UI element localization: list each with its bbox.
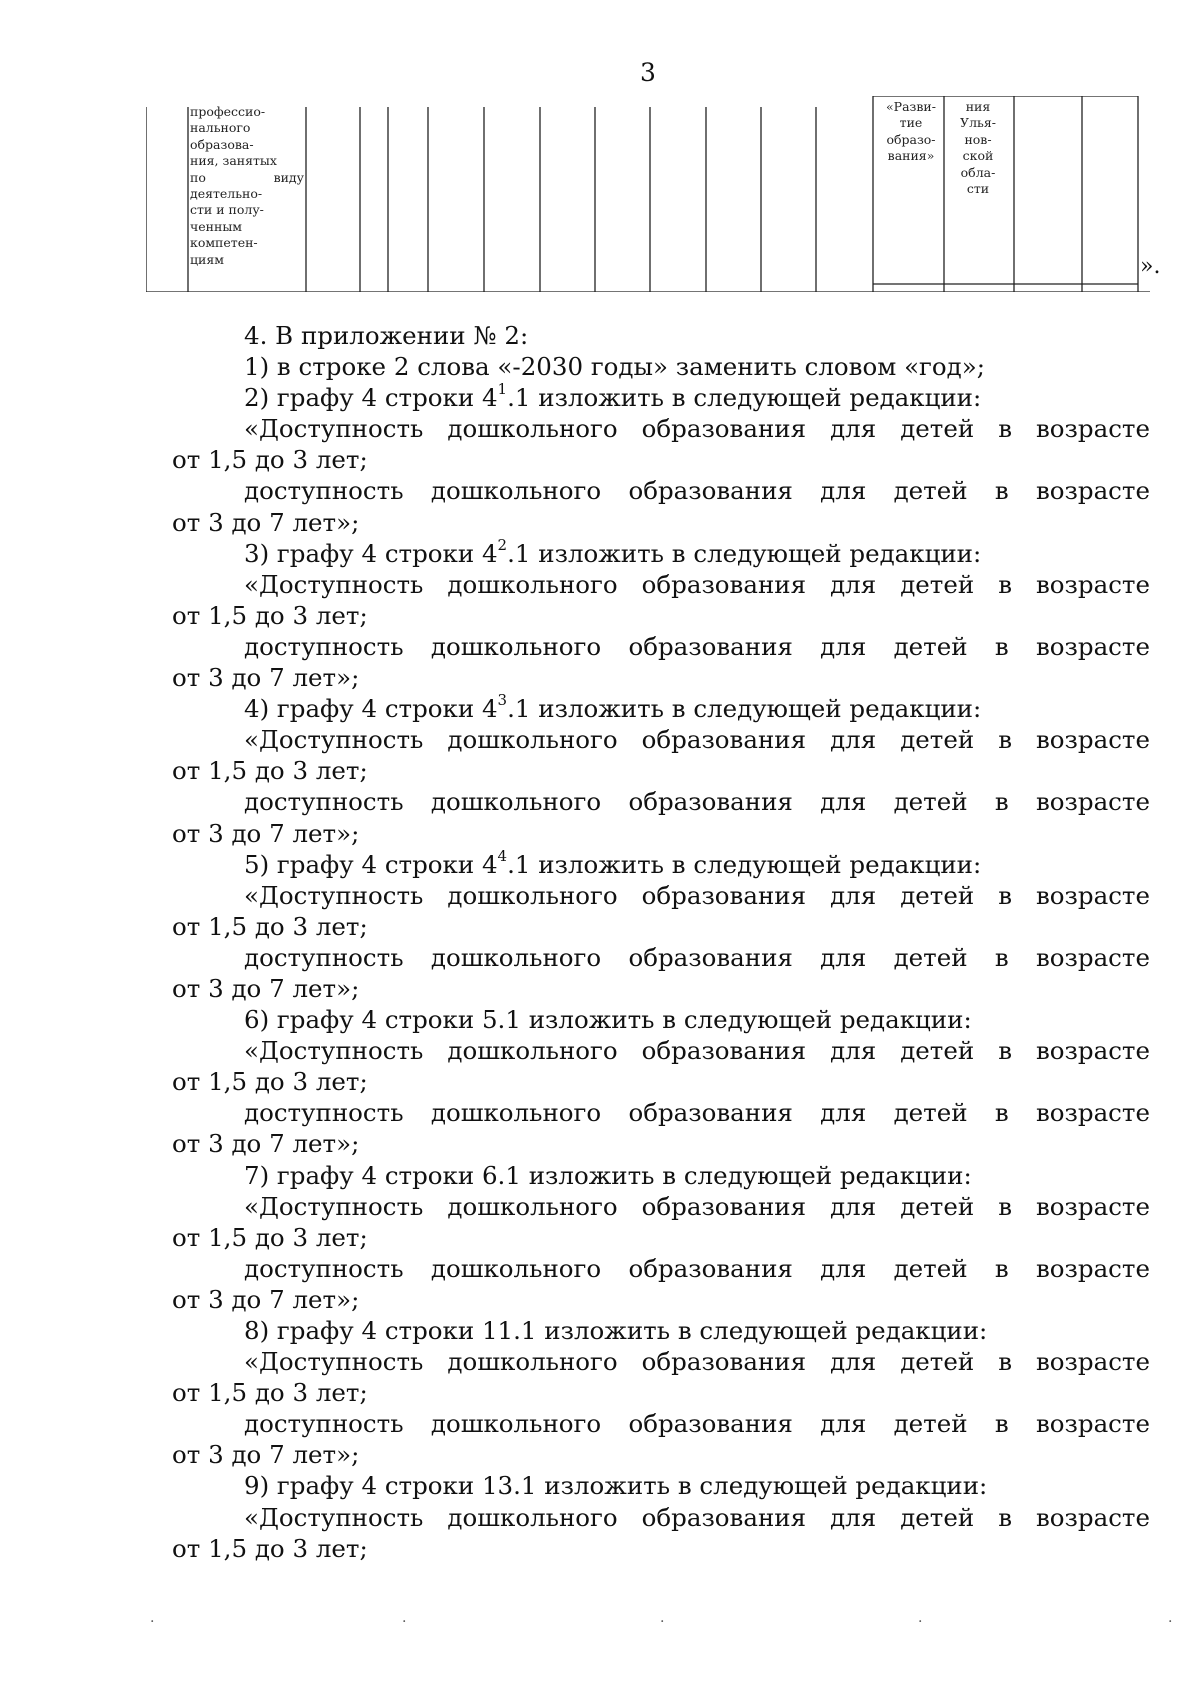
word: дошкольного [447,1191,618,1221]
subitem-heading [172,382,1150,413]
subitem-text: .1 изложить в следующей редакции: [507,538,982,568]
word: детей [893,1409,968,1439]
word: детей [893,476,968,506]
subitem-text: 3) графу 4 строки 4 [244,538,498,568]
superscript: 3 [497,691,508,710]
word: для [820,631,867,661]
phrase-line-a [172,1346,1150,1377]
subitem-heading [172,693,1150,724]
word: дошкольного [430,631,602,661]
word: детей [893,1098,968,1128]
phrase-line-b [172,1408,1150,1439]
phrase-end-b: от 3 до 7 лет»; [172,1129,360,1159]
word: возрасте [1035,1253,1150,1283]
word: для [830,414,877,444]
word: дошкольного [447,1347,618,1377]
word: детей [900,725,975,755]
word: образования [641,1347,807,1377]
word: дошкольного [430,1098,602,1128]
word: возрасте [1036,1036,1150,1066]
word: в [994,1098,1009,1128]
word: в [994,942,1009,972]
word: в [998,1502,1012,1532]
word: дошкольного [430,476,602,506]
word: образования [641,414,807,444]
word: возрасте [1036,1347,1150,1377]
word: для [830,1502,877,1532]
word: детей [893,942,968,972]
item-heading: 4. В приложении № 2: [244,321,529,350]
word: доступность [244,1409,404,1439]
cell-line: вания» [887,148,935,164]
scan-dot: . [150,1610,155,1626]
word: возрасте [1036,1191,1150,1221]
word: «Доступность [244,1347,424,1377]
word: в [994,631,1009,661]
word: детей [893,787,968,817]
table-cell-description [190,104,304,268]
phrase-end-a: от 1,5 до 3 лет; [172,756,368,786]
cell-line: тие [899,115,923,131]
subitem-text: 9) графу 4 строки 13.1 изложить в следующей редакции: [244,1471,988,1501]
subitem-text: 4) графу 4 строки 4 [244,694,498,724]
cell-line: ченным [190,218,242,234]
cell-line: сти и полу- [190,202,264,218]
subitem-text: .1 изложить в следующей редакции: [507,694,982,724]
word: детей [893,1253,968,1283]
subitem-heading [172,1004,1150,1035]
superscript: 2 [497,535,508,554]
word: детей [900,1036,975,1066]
word: для [820,1253,867,1283]
phrase-end-b: от 3 до 7 лет»; [172,507,360,537]
word: образования [641,725,807,755]
word: детей [900,1347,975,1377]
word: дошкольного [447,880,618,910]
cell-line: образо- [886,131,936,147]
superscript: 4 [497,846,508,865]
word: в [994,1253,1009,1283]
cell-line: нального [190,120,251,136]
phrase-end-a: от 1,5 до 3 лет; [172,600,368,630]
word: детей [900,414,975,444]
word: для [820,476,867,506]
word: возрасте [1035,1098,1150,1128]
phrase-end-a: от 1,5 до 3 лет; [172,445,368,475]
word: возрасте [1036,1502,1150,1532]
superscript: 1 [497,380,508,399]
subitem-heading [172,535,1150,569]
word: образования [628,631,793,661]
word: в [994,1409,1009,1439]
word: образования [628,787,793,817]
word: «Доступность [244,725,424,755]
word: «Доступность [244,1036,424,1066]
word: «Доступность [244,1502,424,1532]
subitem-1: 1) в строке 2 слова «-2030 годы» заменить словом «год»; [244,352,985,382]
word: в [998,1347,1012,1377]
word: для [820,1409,867,1439]
word: образования [641,1191,807,1221]
word: для [820,942,867,972]
word: для [830,1036,877,1066]
cell-line: компетен- [190,235,258,251]
phrase-end-a: от 1,5 до 3 лет; [172,1222,368,1252]
table-closing-quote: ». [1140,254,1161,279]
word: образования [628,1098,793,1128]
table-cell-program [880,99,942,165]
word: для [830,1347,877,1377]
phrase-line-a [172,724,1150,755]
word: в [998,414,1012,444]
cell-line: нов- [964,131,992,147]
phrase-line-a [172,1191,1150,1222]
word: доступность [244,631,404,661]
cell-line: ния [965,99,991,114]
word: образования [641,1036,807,1066]
word: дошкольного [447,1502,618,1532]
subitem-text: 7) графу 4 строки 6.1 изложить в следующей редакции: [244,1160,972,1190]
phrase-line-a [172,1035,1150,1066]
word: для [830,880,877,910]
word: детей [900,1502,975,1532]
word: в [998,1036,1012,1066]
word: дошкольного [447,414,618,444]
subitem-heading [172,1315,1150,1346]
page-number: 3 [640,58,656,87]
word: образования [628,942,793,972]
scan-dot: . [1168,1610,1173,1626]
word: доступность [244,1098,404,1128]
cell-line: «Разви- [886,99,936,114]
word: доступность [244,942,404,972]
word: дошкольного [447,1036,618,1066]
word: дошкольного [430,1253,602,1283]
phrase-line-b [172,1253,1150,1284]
word: детей [900,569,975,599]
subitem-text: 8) графу 4 строки 11.1 изложить в следующей редакции: [244,1316,988,1345]
phrase-line-b [172,475,1150,506]
phrase-line-b [172,1097,1150,1128]
phrase-line-b [172,786,1150,817]
phrase-end-a: от 1,5 до 3 лет; [172,911,368,941]
scan-dot: . [918,1610,923,1626]
phrase-end-a: от 1,5 до 3 лет; [172,1378,368,1408]
word: для [830,569,877,599]
word: образования [641,880,807,910]
cell-line: ния, занятых [190,153,277,169]
word: образования [628,1409,793,1439]
word: возрасте [1036,569,1150,599]
word: в [998,880,1012,910]
word: для [830,1191,877,1221]
word: детей [900,880,975,910]
cell-line: профессио- [190,104,266,119]
word: в [998,569,1012,599]
subitem-heading [172,846,1150,880]
word: дошкольного [447,569,618,599]
word: дошкольного [430,1409,602,1439]
phrase-line-b [172,942,1150,973]
word: возрасте [1035,631,1150,661]
phrase-line-a [172,569,1150,600]
word: образования [628,476,793,506]
word: в [998,1191,1012,1221]
word: образования [641,1502,807,1532]
word: образования [628,1253,793,1283]
phrase-end-a: от 1,5 до 3 лет; [172,1533,368,1563]
document-body [172,320,1150,1564]
subitem-text: .1 изложить в следующей редакции: [507,383,982,413]
word: «Доступность [244,1191,424,1221]
word: доступность [244,787,404,817]
word: дошкольного [447,725,618,755]
word: образования [641,569,807,599]
word: для [830,725,877,755]
word: для [820,1098,867,1128]
phrase-line-a [172,880,1150,911]
word: доступность [244,476,404,506]
word: возрасте [1035,476,1150,506]
word: дошкольного [430,942,602,972]
word: в [994,787,1009,817]
phrase-line-b [172,631,1150,662]
scan-dot: . [660,1610,665,1626]
subitem-text: 2) графу 4 строки 4 [244,383,498,413]
cell-line: по виду [190,169,304,185]
word: для [820,787,867,817]
phrase-end-b: от 3 до 7 лет»; [172,973,360,1003]
cell-line: деятельно- [190,186,263,202]
phrase-line-a [172,413,1150,444]
cell-line: циям [190,251,224,267]
phrase-end-b: от 3 до 7 лет»; [172,818,360,848]
word: в [998,725,1012,755]
subitem-text: 6) графу 4 строки 5.1 изложить в следующей редакции: [244,1005,972,1035]
cell-line: обла- [960,164,996,180]
table-cell-region [946,99,1010,197]
cell-line: Улья- [960,115,996,131]
word: возрасте [1036,414,1150,444]
cell-line: ской [962,148,994,164]
subitem-heading [172,1160,1150,1191]
word: возрасте [1036,725,1150,755]
subitem-text: 5) графу 4 строки 4 [244,849,498,879]
phrase-line-a [172,1502,1150,1533]
phrase-end-a: от 1,5 до 3 лет; [172,1067,368,1097]
scan-dot: . [402,1610,407,1626]
word: в [994,476,1009,506]
cell-line: образова- [190,136,254,152]
word: «Доступность [244,569,424,599]
word: «Доступность [244,880,424,910]
word: детей [893,631,968,661]
word: «Доступность [244,414,424,444]
cell-line: сти [966,181,990,197]
word: дошкольного [430,787,602,817]
word: детей [900,1191,975,1221]
word: возрасте [1035,1409,1150,1439]
subitem-heading [172,1470,1150,1501]
word: возрасте [1035,942,1150,972]
table-fragment [146,96,1150,292]
subitem-text: .1 изложить в следующей редакции: [507,849,982,879]
phrase-end-b: от 3 до 7 лет»; [172,1440,360,1470]
phrase-end-b: от 3 до 7 лет»; [172,1284,360,1314]
phrase-end-b: от 3 до 7 лет»; [172,663,360,693]
word: доступность [244,1253,404,1283]
word: возрасте [1036,880,1150,910]
word: возрасте [1035,787,1150,817]
